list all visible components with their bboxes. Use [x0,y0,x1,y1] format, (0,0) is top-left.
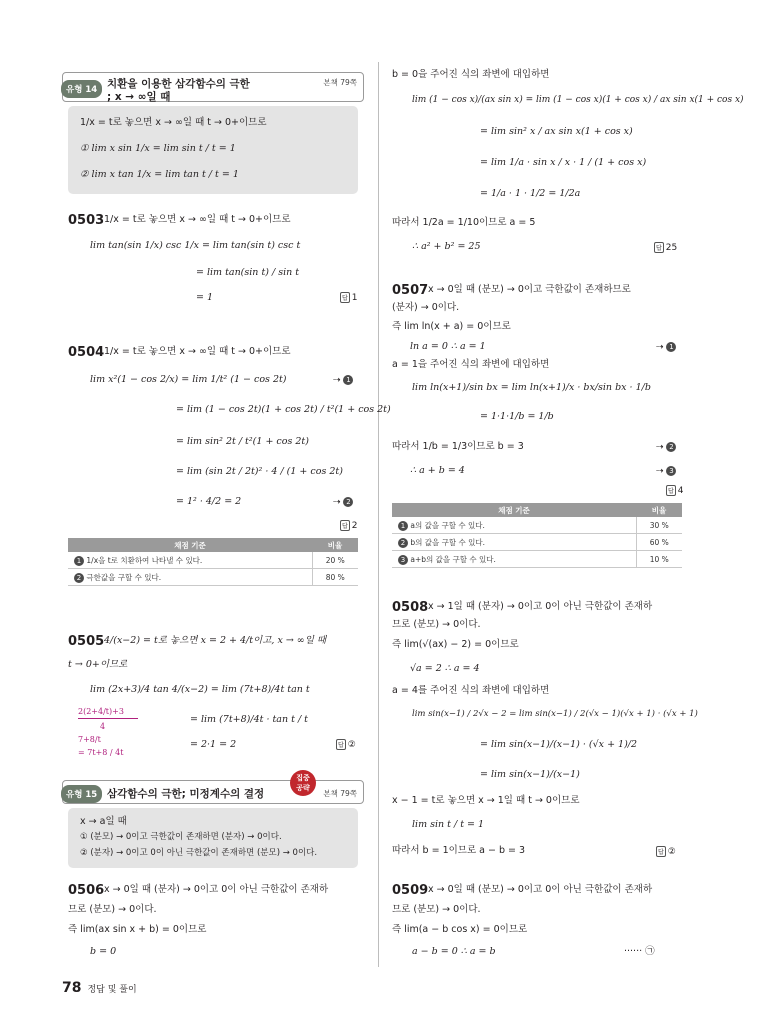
type-14-summary-line2: ① lim x sin 1/x = lim sin t / t = 1 [80,143,236,154]
problem-0507-intro2: (분자) → 0이다. [392,302,460,313]
answer-label-icon: 답 [666,485,676,496]
table-cell: 60 % [636,534,682,551]
problem-0508-line8: lim sin t / t = 1 [412,819,485,830]
problem-0506-intro2: 므로 (분모) → 0이다. [68,904,157,915]
problem-0507-number: 0507 [392,283,429,298]
problem-0506-continued-line3: = lim 1/a · sin x / x · 1 / (1 + cos x) [480,157,647,168]
problem-0505-line3: = 2·1 = 2 [190,739,237,750]
handwritten-note-2: 4 [100,722,106,731]
problem-0507-line7: ∴ a + b = 4 [410,465,465,476]
problem-0508-intro2: 므로 (분모) → 0이다. [392,619,481,630]
marker-1-icon: 1 [74,556,84,566]
problem-0504-marker-2 [333,497,353,508]
problem-0507-line1: 즉 lim ln(x + a) = 0이므로 [392,321,511,332]
problem-0508-line1: 즉 lim(√(ax) − 2) = 0이므로 [392,639,519,650]
column-divider [378,62,379,967]
marker-2-icon: 2 [666,442,676,452]
type-14-summary-box [68,106,358,194]
type-15-header [62,780,364,804]
problem-0508-number: 0508 [392,600,429,615]
handwritten-note-1: 2(2+4/t)+3 [78,707,124,716]
table-cell: 80 % [312,569,358,586]
problem-0508-line9: 따라서 b = 1이므로 a − b = 3 [392,845,526,856]
type-15-summary-line3: ② (분자) → 0이고 0이 아닌 극한값이 존재하면 (분모) → 0이다. [80,848,318,858]
type-14-summary-line3: ② lim x tan 1/x = lim tan t / t = 1 [80,169,239,180]
table-row [392,551,682,568]
problem-0505-answer-value: ② [347,740,356,750]
problem-0508-line5: = lim sin(x−1)/(x−1) · (√x + 1)/2 [480,739,638,750]
type-14-title-line1: 치환을 이용한 삼각함수의 극한 [107,78,250,90]
problem-0509-intro2: 므로 (분모) → 0이다. [392,904,481,915]
page-footer [62,980,137,996]
answer-label-icon: 답 [340,520,350,531]
table-cell: 20 % [312,552,358,569]
problem-0504-line2: = lim (1 − cos 2t)(1 + cos 2t) / t²(1 + cos 2t) [176,404,391,415]
problem-0508-answer-value: ② [667,847,676,857]
problem-0503-answer-value: 1 [351,293,358,303]
problem-0503-line3: = 1 [196,292,214,303]
answer-label-icon: 답 [336,739,346,750]
problem-0506-intro: x → 0일 때 (분자) → 0이고 0이 아닌 극한값이 존재하 [104,884,329,895]
problem-0503-line1: lim tan(sin 1/x) csc 1/x = lim tan(sin t) csc t [90,240,301,251]
problem-0508-line4: lim sin(x−1) / 2√x − 2 = lim sin(x−1) / 2(√x − 1)(√x + 1) · (√x + 1) [412,709,698,719]
focus-stamp-line1: 집중 [296,774,310,782]
problem-0505-number: 0505 [68,634,105,649]
table-cell: a의 값을 구할 수 있다. [410,520,485,530]
problem-0506-answer [654,242,677,253]
table-cell: a+b의 값을 구할 수 있다. [410,554,496,564]
type-14-pageref: 본책 79쪽 [323,78,357,87]
answer-label-icon: 답 [340,292,350,303]
type-15-badge: 유형 15 [61,785,102,803]
problem-0506-line1: 즉 lim(ax sin x + b) = 0이므로 [68,924,207,935]
type-14-subtitle: ; x → ∞일 때 [107,91,171,103]
problem-0509-line2: a − b = 0 ∴ a = b [412,946,496,957]
table-row [68,552,358,569]
problem-0508-line3: a = 4를 주어진 식의 좌변에 대입하면 [392,685,550,696]
problem-0508-line7: x − 1 = t로 놓으면 x → 1일 때 t → 0이므로 [392,795,580,806]
problem-0505-answer [336,739,356,750]
problem-0508-answer [656,846,676,857]
problem-0504-line1: lim x²(1 − cos 2/x) = lim 1/t² (1 − cos 2t) [90,374,287,385]
problem-0507-answer-value: 4 [677,486,684,496]
problem-0507-line6: 따라서 1/b = 1/3이므로 b = 3 [392,441,524,452]
problem-0503-number: 0503 [68,213,105,228]
problem-0509-number: 0509 [392,883,429,898]
problem-0504-answer-value: 2 [351,521,358,531]
problem-0507-line4: lim ln(x+1)/sin bx = lim ln(x+1)/x · bx/sin bx · 1/b [412,382,651,393]
marker-1-icon: 1 [398,521,408,531]
problem-0507-line5: = 1·1·1/b = 1/b [480,411,554,422]
type-15-summary-line2: ① (분모) → 0이고 극한값이 존재하면 (분자) → 0이다. [80,832,282,842]
grading-table-header-ratio: 비율 [636,503,682,517]
type-15-summary-box [68,808,358,868]
grading-table-header-criteria: 채점 기준 [68,538,312,552]
marker-1-icon: 1 [343,375,353,385]
handwritten-bracket [78,718,138,719]
marker-3-icon: 3 [666,466,676,476]
type-15-pageref: 본책 79쪽 [323,789,357,798]
focus-stamp-line2: 공략 [296,784,310,792]
problem-0506-continued-line2: = lim sin² x / ax sin x(1 + cos x) [480,126,633,137]
grading-table-header-criteria: 채점 기준 [392,503,636,517]
table-cell: 1/x을 t로 치환하여 나타낼 수 있다. [86,555,203,565]
problem-0507-answer [666,485,684,496]
problem-0508-line2: √a = 2 ∴ a = 4 [410,663,480,674]
problem-0507-marker-3 [656,466,676,477]
type-15-summary-line1: x → a일 때 [80,816,127,827]
problem-0504-line3: = lim sin² 2t / t²(1 + cos 2t) [176,436,309,447]
problem-0503-answer [340,292,358,303]
footer-text: 정답 및 풀이 [87,985,137,995]
problem-0503-intro: 1/x = t로 놓으면 x → ∞일 때 t → 0+이므로 [104,214,291,225]
problem-0506-continued-intro: b = 0을 주어진 식의 좌변에 대입하면 [392,69,550,80]
marker-2-icon: 2 [343,497,353,507]
problem-0508-intro: x → 1일 때 (분자) → 0이고 0이 아닌 극한값이 존재하 [428,601,653,612]
grading-table-0504 [68,538,358,586]
grading-table-header-ratio: 비율 [312,538,358,552]
arrow-icon: ⇢ [656,342,664,353]
table-cell: 10 % [636,551,682,568]
arrow-icon: ⇢ [656,466,664,477]
problem-0504-answer [340,520,358,531]
problem-0504-marker-1 [333,375,353,386]
handwritten-note-4: = 7t+8 / 4t [78,748,124,757]
arrow-icon: ⇢ [333,497,341,508]
table-cell: b의 값을 구할 수 있다. [410,537,486,547]
focus-stamp-icon [290,770,316,796]
answer-label-icon: 답 [654,242,664,253]
problem-0507-marker-2 [656,442,676,453]
problem-0506-answer-value: 25 [665,243,678,253]
answer-label-icon: 답 [656,846,666,857]
table-row [68,569,358,586]
problem-0507-marker-1 [656,342,676,353]
problem-0509-line1: 즉 lim(a − b cos x) = 0이므로 [392,924,528,935]
problem-0509-line3: ······ ㉠ [624,946,655,957]
problem-0507-intro: x → 0일 때 (분모) → 0이고 극한값이 존재하므로 [428,284,631,295]
problem-0504-line5: = 1² · 4/2 = 2 [176,496,242,507]
type-14-summary-line1: 1/x = t로 놓으면 x → ∞일 때 t → 0+이므로 [80,117,267,128]
problem-0505-line1: lim (2x+3)/4 tan 4/(x−2) = lim (7t+8)/4t tan t [90,684,310,695]
problem-0508-line6: = lim sin(x−1)/(x−1) [480,769,580,780]
problem-0503-line2: = lim tan(sin t) / sin t [196,267,300,278]
problem-0504-line4: = lim (sin 2t / 2t)² · 4 / (1 + cos 2t) [176,466,343,477]
problem-0506-continued-line1: lim (1 − cos x)/(ax sin x) = lim (1 − cos x)(1 + cos x) / ax sin x(1 + cos x) [412,95,744,105]
table-cell: 극한값을 구할 수 있다. [86,572,162,582]
type-15-title: 삼각함수의 극한; 미정계수의 결정 [107,788,265,800]
marker-3-icon: 3 [398,555,408,565]
page-number: 78 [62,980,82,996]
problem-0505-intro2: t → 0+이므로 [68,659,128,670]
problem-0507-line2: ln a = 0 ∴ a = 1 [410,341,486,352]
problem-0509-intro: x → 0일 때 (분모) → 0이고 0이 아닌 극한값이 존재하 [428,884,653,895]
problem-0504-number: 0504 [68,345,105,360]
arrow-icon: ⇢ [656,442,664,453]
type-14-header [62,72,364,102]
arrow-icon: ⇢ [333,375,341,386]
type-14-badge: 유형 14 [61,80,102,98]
problem-0506-continued-line4: = 1/a · 1 · 1/2 = 1/2a [480,188,581,199]
problem-0505-line2: = lim (7t+8)/4t · tan t / t [190,714,308,725]
marker-1-icon: 1 [666,342,676,352]
marker-2-icon: 2 [74,573,84,583]
problem-0505-intro: 4/(x−2) = t로 놓으면 x = 2 + 4/t이고, x → ∞일 때 [104,635,327,646]
grading-table-0507 [392,503,682,568]
marker-2-icon: 2 [398,538,408,548]
problem-0506-number: 0506 [68,883,105,898]
problem-0506-line2: b = 0 [90,946,117,957]
table-cell: 30 % [636,517,682,534]
table-row [392,534,682,551]
handwritten-note-3: 7+8/t [78,735,101,744]
problem-0506-continued-line5: 따라서 1/2a = 1/10이므로 a = 5 [392,217,536,228]
problem-0504-intro: 1/x = t로 놓으면 x → ∞일 때 t → 0+이므로 [104,346,291,357]
problem-0506-continued-line6: ∴ a² + b² = 25 [412,241,481,252]
table-row [392,517,682,534]
problem-0507-line3: a = 1을 주어진 식의 좌변에 대입하면 [392,359,550,370]
